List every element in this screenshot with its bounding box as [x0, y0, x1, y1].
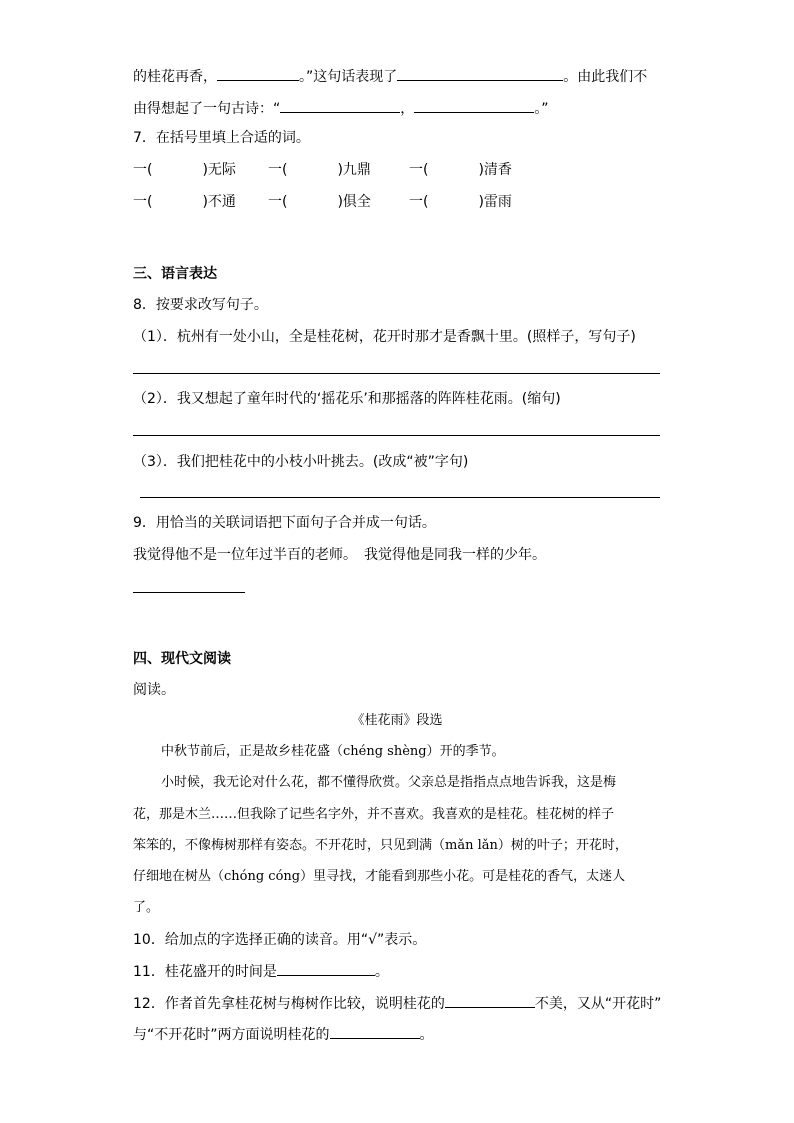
q9-sentences: 我觉得他不是一位年过半百的老师。 我觉得他是同我一样的少年。: [133, 547, 546, 563]
q7-item: [268, 192, 371, 212]
answer-blank[interactable]: [217, 66, 299, 81]
q8-sub-1: （1）．杭州有一处小山，全是桂花树，花开时那才是香飘十里。(照样子，写句子): [133, 329, 636, 345]
q6-text-a: 的桂花再香，: [133, 69, 217, 85]
q12-text-a: 12．作者首先拿桂花树与梅树作比较，说明桂花的: [133, 996, 445, 1012]
section-heading: 四、现代文阅读: [133, 651, 231, 667]
q7-item-suffix: )雷雨: [478, 194, 512, 210]
answer-blank[interactable]: [277, 961, 375, 976]
passage-line: 花，那是木兰……但我除了记些名字外，并不喜欢。我喜欢的是桂花。桂花树的样子: [133, 807, 615, 822]
q12-text-b: 不美，又从“开花时”: [534, 996, 662, 1012]
read-instruction: 阅读。: [133, 682, 175, 698]
answer-blank[interactable]: [414, 98, 534, 113]
q8-sub-3: （3）．我们把桂花中的小枝小叶挑去。(改成“被”字句): [133, 454, 469, 470]
q10-prompt: 10．给加点的字选择正确的读音。用“√”表示。: [133, 932, 427, 948]
q7-item-suffix: )俱全: [337, 194, 371, 210]
answer-blank[interactable]: [445, 993, 535, 1008]
q7-prompt: 7．在括号里填上合适的词。: [133, 130, 310, 146]
q7-item-prefix: 一(: [409, 162, 429, 178]
passage-paragraph-1: 中秋节前后，正是故乡桂花盛（chéng shèng）开的季节。: [161, 744, 505, 759]
q7-item-prefix: 一(: [268, 162, 288, 178]
q12-text-c: 与“不开花时”两方面说明桂花的: [133, 1027, 330, 1043]
answer-line[interactable]: [133, 592, 245, 593]
q6-text-b: 。”这句话表现了: [299, 69, 398, 85]
q6-line-2: [133, 98, 549, 119]
q7-item-prefix: 一(: [409, 194, 429, 210]
q7-item: [409, 160, 512, 180]
passage-title: 《桂花雨》段选: [351, 713, 443, 728]
q7-item-prefix: 一(: [268, 194, 288, 210]
q6-line-1: [133, 66, 647, 87]
passage-line: 仔细地在树丛（chóng cóng）里寻找，才能看到那些小花。可是桂花的香气，太迷人: [133, 869, 626, 884]
q11-text: 11．桂花盛开的时间是: [133, 964, 277, 980]
answer-blank[interactable]: [280, 98, 400, 113]
passage-line: 了。: [133, 900, 160, 915]
q7-item-prefix: 一(: [133, 162, 153, 178]
q6-text-c: 。由此我们不: [563, 69, 648, 85]
q11-end: 。: [374, 964, 389, 980]
q8-sub-2: （2）．我又想起了童年时代的‘摇花乐’和那摇落的阵阵桂花雨。(缩句): [133, 391, 561, 407]
q9-prompt: 9．用恰当的关联词语把下面句子合并成一句话。: [133, 515, 436, 531]
answer-line[interactable]: [133, 435, 660, 436]
answer-blank[interactable]: [330, 1024, 420, 1039]
q8-prompt: 8．按要求改写句子。: [133, 297, 268, 313]
passage-line: 小时候，我无论对什么花，都不懂得欣赏。父亲总是指指点点地告诉我，这是梅: [161, 775, 617, 790]
passage-line: 笨笨的，不像梅树那样有姿态。不开花时，只见到满（mǎn lǎn）树的叶子；开花时，: [133, 838, 628, 853]
section-heading: 三、语言表达: [133, 266, 217, 282]
q7-item: [409, 192, 512, 212]
answer-line[interactable]: [140, 497, 660, 498]
q7-item-suffix: )无际: [202, 162, 236, 178]
q7-item-suffix: )九鼎: [337, 162, 371, 178]
q7-item: [268, 160, 371, 180]
q7-item-prefix: 一(: [133, 194, 153, 210]
answer-line[interactable]: [133, 373, 660, 374]
q7-item-suffix: )清香: [478, 162, 512, 178]
q6-text-e: ，: [400, 101, 415, 117]
q6-text-d: 由得想起了一句古诗：“: [133, 101, 281, 117]
q12-text-d: 。: [419, 1027, 434, 1043]
q7-item: [133, 160, 236, 180]
q7-item-suffix: )不通: [202, 194, 236, 210]
q6-text-f: 。”: [534, 101, 549, 117]
q11-prompt: [133, 961, 389, 982]
answer-blank[interactable]: [397, 66, 563, 81]
q12-line-1: [133, 993, 661, 1014]
q7-item: [133, 192, 236, 212]
q12-line-2: [133, 1024, 434, 1045]
